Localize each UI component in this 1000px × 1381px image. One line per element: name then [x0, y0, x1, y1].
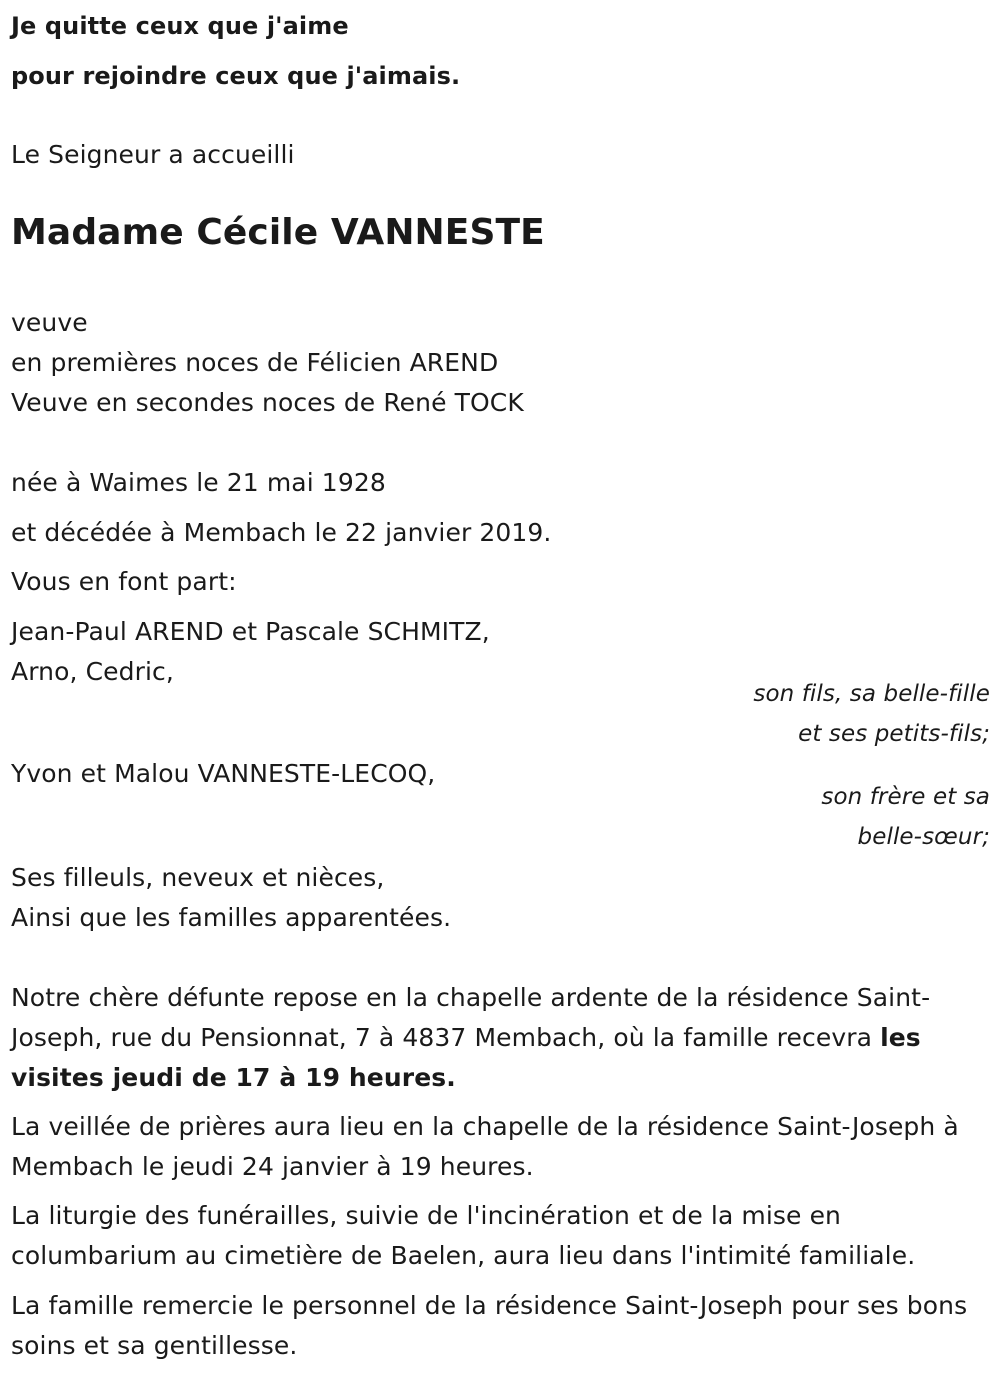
paragraph-rest-text: Notre chère défunte repose en la chapelle ardente de la résidence Saint-Joseph, rue du Pensionnat, 7 à 4837 Membach, où la famille recevra — [11, 983, 931, 1052]
announce-line: Vous en font part: — [11, 567, 237, 596]
quote-line-2: pour rejoindre ceux que j'aimais. — [11, 62, 461, 90]
paragraph-rest-bold: les visites jeudi de 17 à 19 heures. — [11, 1023, 921, 1092]
status-line-3: Veuve en secondes noces de René TOCK — [11, 388, 524, 417]
family-group1-line-2: Arno, Cedric, — [11, 657, 174, 686]
paragraph-liturgy: La liturgie des funérailles, suivie de l'incinération et de la mise en columbarium au cimetière de Baelen, aura lieu dans l'intimité familiale. — [11, 1201, 916, 1270]
paragraph-thanks: La famille remercie le personnel de la résidence Saint-Joseph pour ses bons soins et sa gentillesse. — [11, 1291, 968, 1360]
birth-line: née à Waimes le 21 mai 1928 — [11, 468, 386, 497]
quote-line-1: Je quitte ceux que j'aime — [11, 12, 349, 40]
family-group2-relation-1: son frère et sa — [821, 784, 990, 810]
deceased-name: Madame Cécile VANNESTE — [11, 212, 545, 253]
status-line-1: veuve — [11, 308, 88, 337]
family-group1-relation-2: et ses petits-fils; — [798, 721, 990, 747]
family-group3-line-1: Ses filleuls, neveux et nièces, — [11, 863, 385, 892]
family-group2-line-1: Yvon et Malou VANNESTE-LECOQ, — [11, 759, 436, 788]
family-group1-line-1: Jean-Paul AREND et Pascale SCHMITZ, — [11, 617, 490, 646]
family-group2-relation-2: belle-sœur; — [857, 824, 990, 850]
family-group1-relation-1: son fils, sa belle-fille — [753, 681, 990, 707]
family-group3-line-2: Ainsi que les familles apparentées. — [11, 903, 452, 932]
death-line: et décédée à Membach le 22 janvier 2019. — [11, 518, 552, 547]
paragraph-vigil: La veillée de prières aura lieu en la chapelle de la résidence Saint-Joseph à Membach le jeudi 24 janvier à 19 heures. — [11, 1112, 959, 1181]
status-line-2: en premières noces de Félicien AREND — [11, 348, 499, 377]
intro-text: Le Seigneur a accueilli — [11, 140, 295, 169]
paragraph-rest — [11, 978, 986, 1098]
